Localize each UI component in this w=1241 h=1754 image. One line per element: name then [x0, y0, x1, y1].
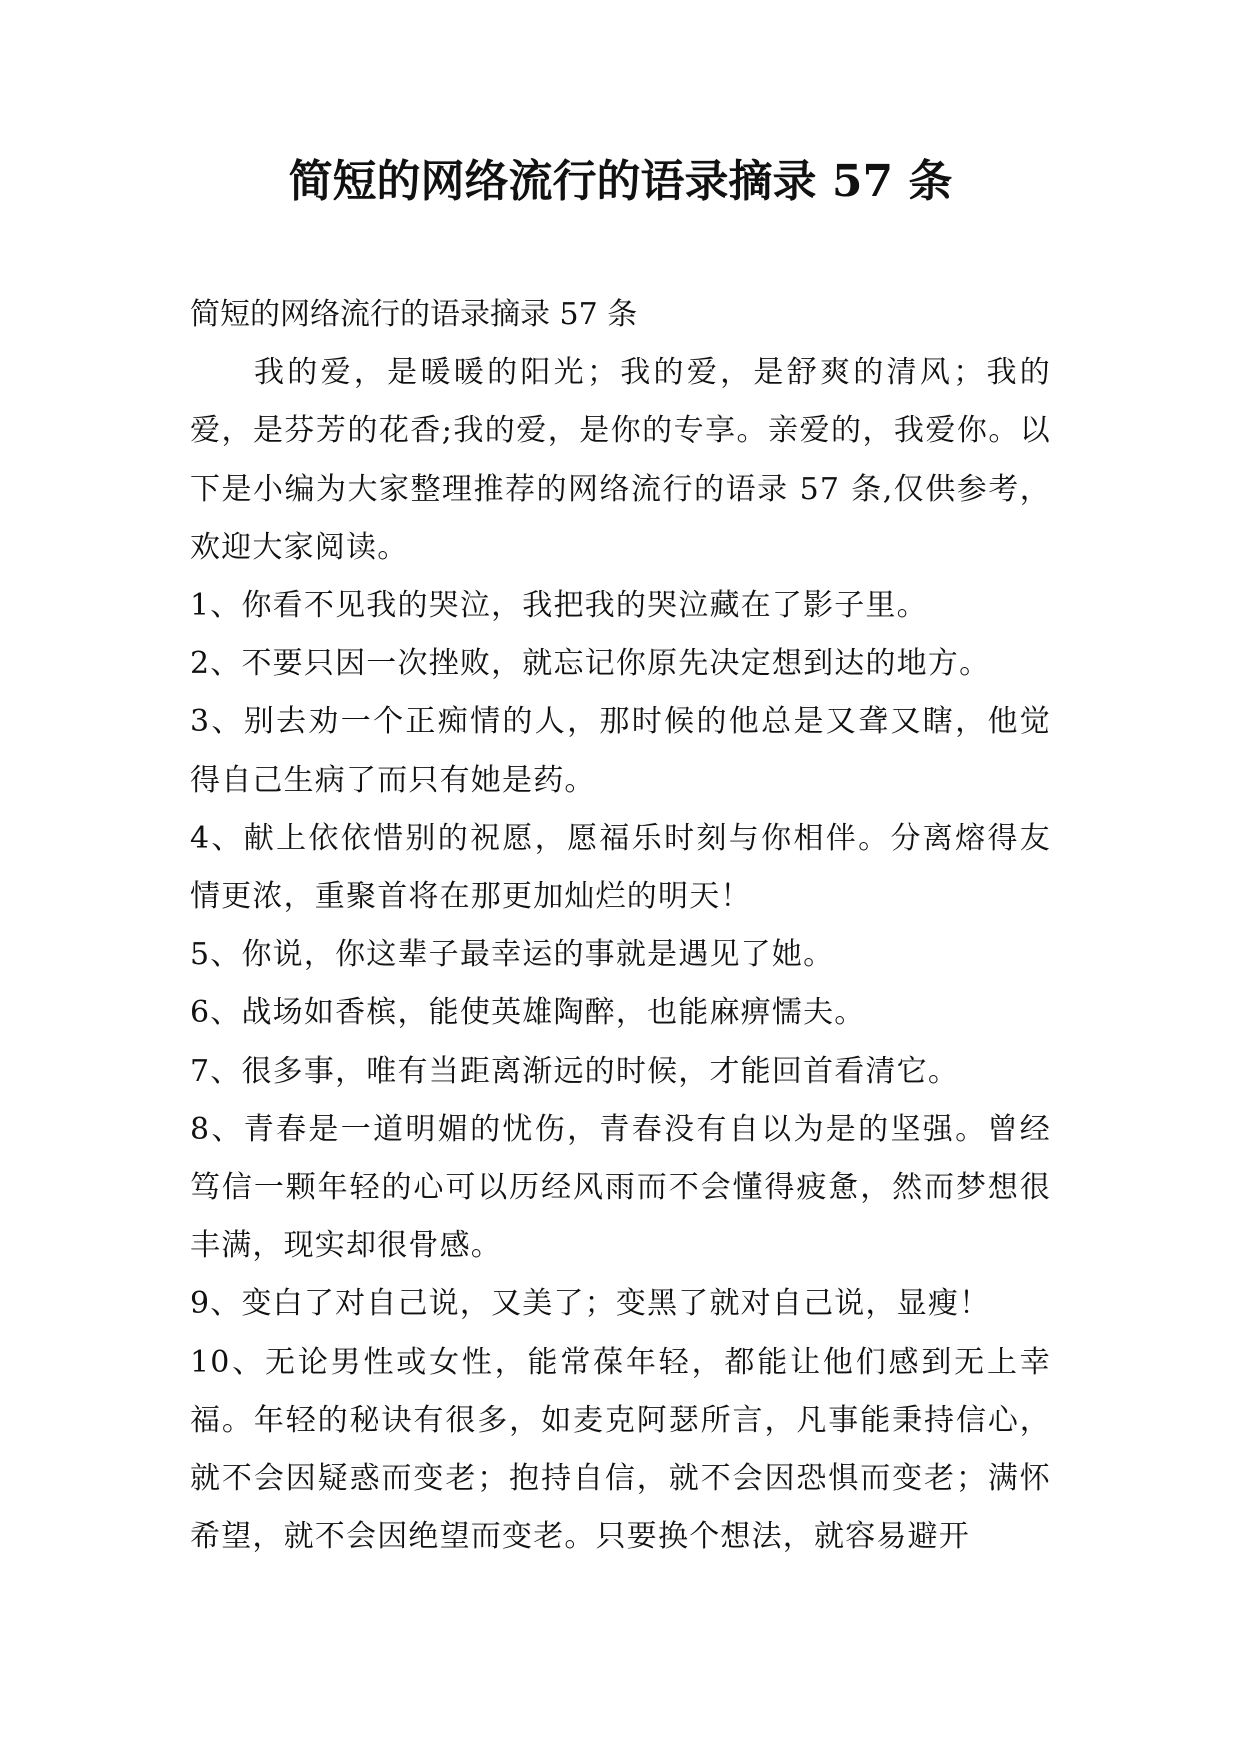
list-item: 6、战场如香槟，能使英雄陶醉，也能麻痹懦夫。 [190, 995, 866, 1031]
list-item: 2、不要只因一次挫败，就忘记你原先决定想到达的地方。 [190, 646, 991, 682]
list-item: 9、变白了对自己说，又美了；变黑了就对自己说，显瘦！ [190, 1286, 991, 1322]
list-item: 3、别去劝一个正痴情的人，那时候的他总是又聋又瞎，他觉得自己生病了而只有她是药。 [190, 704, 1051, 798]
document-body [190, 286, 1051, 1566]
list-item: 8、青春是一道明媚的忧伤，青春没有自以为是的坚强。曾经笃信一颗年轻的心可以历经风雨而不会懂得疲惫，然而梦想很丰满，现实却很骨感。 [190, 1111, 1051, 1264]
list-item: 4、献上依依惜别的祝愿，愿福乐时刻与你相伴。分离熔得友情更浓，重聚首将在那更加灿烂的明天！ [190, 820, 1051, 915]
list-item: 5、你说，你这辈子最幸运的事就是遇见了她。 [190, 937, 835, 973]
document-title: 简短的网络流行的语录摘录 57 条 [288, 156, 953, 207]
list-item: 7、很多事，唯有当距离渐远的时候，才能回首看清它。 [190, 1053, 960, 1089]
list-item: 10、无论男性或女性，能常葆年轻，都能让他们感到无上幸福。年轻的秘诀有很多，如麦克阿瑟所言，凡事能秉持信心，就不会因疑惑而变老；抱持自信，就不会因恐惧而变老；满怀希望，就不会因绝望而变老。只要换个想法，就容易避开 [190, 1344, 1051, 1555]
list-item: 1、你看不见我的哭泣，我把我的哭泣藏在了影子里。 [190, 588, 928, 624]
document-subtitle: 简短的网络流行的语录摘录 57 条 [190, 297, 638, 332]
intro-paragraph: 我的爱，是暖暖的阳光；我的爱，是舒爽的清风；我的爱，是芬芳的花香;我的爱，是你的专享。亲爱的，我爱你。以下是小编为大家整理推荐的网络流行的语录 57 条,仅供参考，欢迎大家阅读。 [190, 355, 1051, 565]
